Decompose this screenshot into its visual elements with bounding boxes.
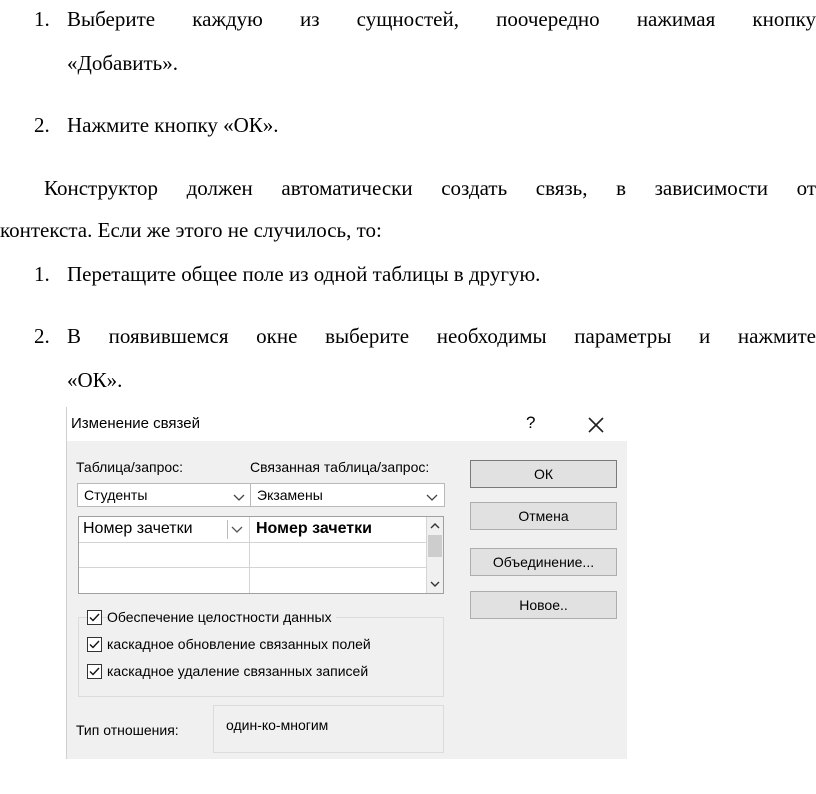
relation-type-label: Тип отношения: xyxy=(76,722,179,738)
step-text: Нажмите кнопку «ОК». xyxy=(67,113,279,137)
chevron-down-icon xyxy=(426,490,438,506)
step-text: Перетащите общее поле из одной таблицы в другую. xyxy=(67,262,541,286)
grid-cell-text: Номер зачетки xyxy=(83,520,193,537)
grid-cell[interactable] xyxy=(250,568,427,593)
cancel-button[interactable]: Отмена xyxy=(470,502,617,530)
grid-cell[interactable] xyxy=(79,543,250,568)
scrollbar-thumb[interactable] xyxy=(428,535,442,557)
checkbox-checked-icon[interactable] xyxy=(87,664,102,679)
checkbox-checked-icon[interactable] xyxy=(87,610,102,625)
help-button[interactable]: ? xyxy=(526,413,536,432)
step-text: «Добавить». xyxy=(67,51,178,75)
relation-type-box xyxy=(213,705,444,753)
step-text: «ОК». xyxy=(67,368,123,392)
checkbox-label: Обеспечение целостности данных xyxy=(107,609,336,625)
dialog-titlebar xyxy=(67,407,627,441)
edit-relationships-dialog xyxy=(66,407,627,759)
grid-cell[interactable] xyxy=(79,517,250,543)
ok-button[interactable]: ОК xyxy=(470,460,617,488)
table-select[interactable] xyxy=(77,483,252,507)
table-label: Таблица/запрос: xyxy=(76,459,184,475)
grid-cell-text: Номер зачетки xyxy=(256,520,372,537)
chevron-up-icon[interactable] xyxy=(429,519,441,535)
grid-cell[interactable] xyxy=(79,568,250,593)
list-number: 1. xyxy=(34,7,50,31)
table-select-value: Студенты xyxy=(84,487,148,503)
related-table-select[interactable] xyxy=(250,483,445,507)
chevron-down-icon[interactable] xyxy=(429,577,441,593)
relation-type-value: один-ко-многим xyxy=(226,717,329,733)
chevron-down-icon xyxy=(233,490,245,506)
integrity-group xyxy=(78,617,444,697)
paragraph-text: контекста. Если же этого не случилось, то: xyxy=(0,218,382,242)
close-icon[interactable] xyxy=(581,409,611,439)
step-text: Выберите каждую из сущностей, поочередно нажимая кнопку xyxy=(67,7,816,31)
grid-scrollbar[interactable] xyxy=(427,517,443,593)
field-grid xyxy=(78,516,444,594)
list-number: 2. xyxy=(34,324,50,348)
checkbox-label: каскадное обновление связанных полей xyxy=(107,636,371,652)
chevron-down-icon[interactable] xyxy=(227,520,247,539)
list-number: 1. xyxy=(34,262,50,286)
paragraph-text: Конструктор должен автоматически создать связь, в зависимости от xyxy=(44,176,816,200)
dialog-title: Изменение связей xyxy=(71,415,200,432)
checkbox-checked-icon[interactable] xyxy=(87,637,102,652)
checkbox-label: каскадное удаление связанных записей xyxy=(107,663,369,679)
related-table-label: Связанная таблица/запрос: xyxy=(250,459,430,475)
grid-cell[interactable] xyxy=(250,543,427,568)
grid-cell[interactable] xyxy=(250,517,427,543)
join-type-button[interactable]: Объединение... xyxy=(470,548,617,576)
related-table-select-value: Экзамены xyxy=(257,487,323,503)
create-new-button[interactable]: Новое.. xyxy=(470,591,617,619)
step-text: В появившемся окне выберите необходимы параметры и нажмите xyxy=(67,324,816,348)
list-number: 2. xyxy=(34,113,50,137)
